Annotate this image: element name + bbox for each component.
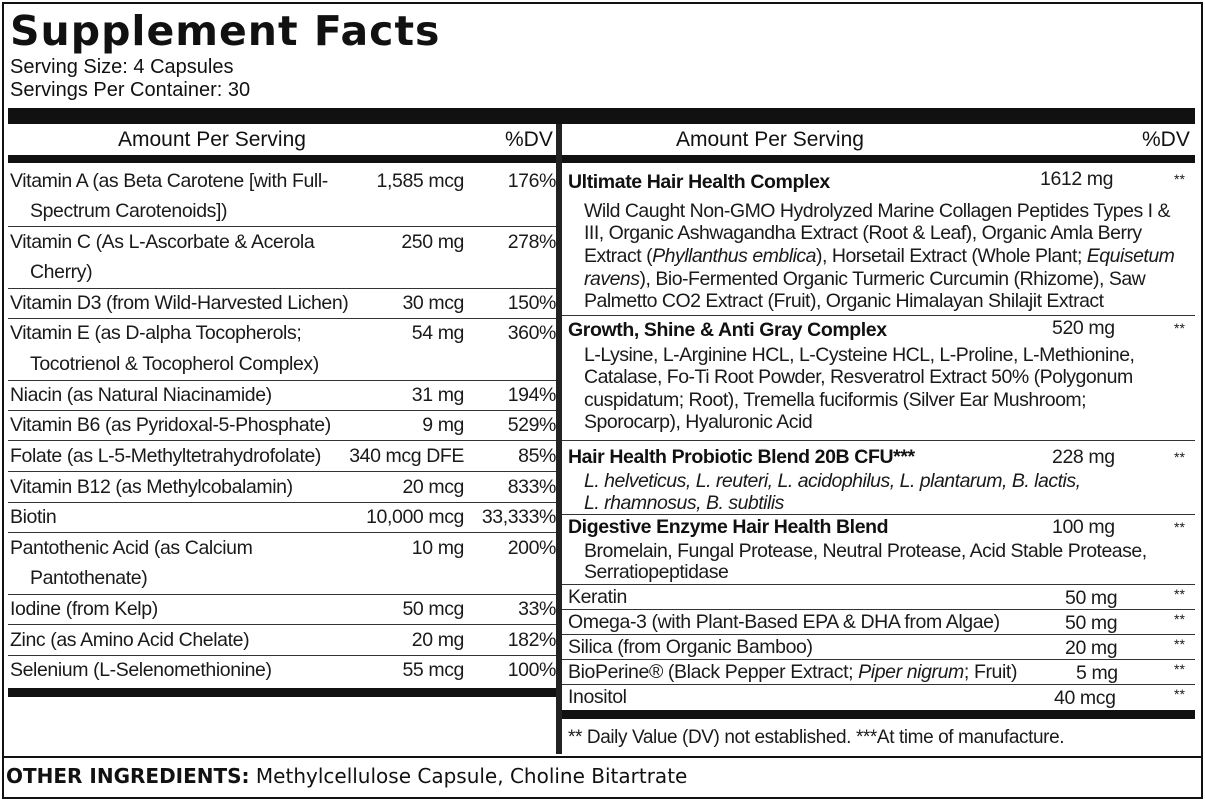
row-divider: [562, 634, 1195, 635]
nutrient-name-cont: Cherry): [30, 261, 93, 283]
blend-dv: **: [1174, 519, 1185, 535]
nutrient-name: Folate (as L-5-Methyltetrahydrofolate): [10, 445, 322, 467]
nutrient-name-cont: Pantothenate): [30, 567, 148, 589]
nutrient-name: Zinc (as Amino Acid Chelate): [10, 629, 250, 651]
nutrient-dv: 100%: [507, 659, 556, 681]
blend-ingredients-line: Catalase, Fo-Ti Root Powder, Resveratrol Extract 50% (Polygonum: [584, 366, 1133, 388]
blend-dv: **: [1174, 171, 1185, 187]
row-divider: [8, 502, 556, 503]
nutrient-name: Pantothenic Acid (as Calcium: [10, 537, 253, 559]
nutrient-dv: 150%: [507, 292, 556, 314]
nutrient-name: Niacin (as Natural Niacinamide): [10, 384, 272, 406]
other-ingredients-rule: [2, 756, 1203, 758]
other-ingredients: [6, 763, 687, 789]
nutrient-dv: 278%: [507, 231, 556, 253]
ingredient-name: Omega-3 (with Plant-Based EPA & DHA from Algae): [568, 611, 1000, 633]
nutrient-amount: 31 mg: [411, 384, 464, 406]
nutrient-dv: 33%: [518, 598, 556, 620]
row-divider: [8, 226, 556, 227]
other-ingredients-text: Methylcellulose Capsule, Choline Bitartrate: [249, 764, 688, 788]
ingredient-name: BioPerine® (Black Pepper Extract; Piper nigrum; Fruit): [568, 661, 1018, 683]
nutrient-name: Vitamin D3 (from Wild-Harvested Lichen): [10, 292, 349, 314]
nutrient-amount: 340 mcg DFE: [349, 445, 464, 467]
row-divider: [8, 655, 556, 656]
row-divider: [562, 659, 1195, 660]
row-divider: [562, 315, 1195, 316]
nutrient-name: Iodine (from Kelp): [10, 598, 158, 620]
other-ingredients-label: OTHER INGREDIENTS:: [6, 764, 250, 788]
ingredient-name: Silica (from Organic Bamboo): [568, 636, 813, 658]
ingredient-amount: 5 mg: [1076, 662, 1118, 684]
nutrient-name: Vitamin B12 (as Methylcobalamin): [10, 476, 293, 498]
left-header-rule: [8, 155, 556, 163]
blend-ingredients-line: Extract (Phyllanthus emblica), Horsetail Extract (Whole Plant; Equisetum: [584, 245, 1175, 267]
row-divider: [8, 410, 556, 411]
nutrient-amount: 10 mg: [411, 537, 464, 559]
row-divider: [562, 684, 1195, 685]
blend-amount: 228 mg: [1052, 446, 1115, 468]
ingredient-amount: 50 mg: [1065, 612, 1118, 634]
nutrient-dv: 85%: [518, 445, 556, 467]
blend-ingredients-line: cuspidatum; Root), Tremella fuciformis (Silver Ear Mushroom;: [584, 389, 1087, 411]
nutrient-dv: 833%: [507, 476, 556, 498]
blend-ingredients-line: L-Lysine, L-Arginine HCL, L-Cysteine HCL, L-Proline, L-Methionine,: [584, 344, 1135, 366]
blend-name: Hair Health Probiotic Blend 20B CFU***: [568, 446, 915, 468]
ingredient-dv: **: [1174, 661, 1185, 677]
nutrient-amount: 250 mg: [401, 231, 464, 253]
right-bottom-rule: [562, 710, 1195, 719]
row-divider: [8, 380, 556, 381]
ingredient-amount: 40 mcg: [1054, 687, 1116, 709]
nutrient-amount: 10,000 mcg: [366, 506, 464, 528]
nutrient-amount: 30 mcg: [402, 292, 464, 314]
ingredient-dv: **: [1174, 586, 1185, 602]
row-divider: [562, 584, 1195, 585]
blend-name: Digestive Enzyme Hair Health Blend: [568, 516, 889, 538]
nutrient-dv: 176%: [507, 170, 556, 192]
ingredient-dv: **: [1174, 636, 1185, 652]
right-header-dv: %DV: [1142, 128, 1190, 151]
ingredient-dv: **: [1174, 686, 1185, 702]
row-divider: [8, 288, 556, 289]
row-divider: [8, 594, 556, 595]
nutrient-dv: 360%: [507, 322, 556, 344]
right-header-amount: Amount Per Serving: [676, 128, 864, 151]
nutrient-name: Vitamin C (As L-Ascorbate & Acerola: [10, 231, 315, 253]
row-divider: [562, 609, 1195, 610]
nutrient-dv: 33,333%: [481, 506, 556, 528]
blend-ingredients-line: Palmetto CO2 Extract (Fruit), Organic Himalayan Shilajit Extract: [584, 290, 1104, 312]
servings-per-container: Servings Per Container: 30: [10, 79, 251, 101]
nutrient-amount: 50 mcg: [402, 598, 464, 620]
ingredient-amount: 20 mg: [1065, 637, 1118, 659]
nutrient-name: Selenium (L-Selenomethionine): [10, 659, 272, 681]
nutrient-dv: 529%: [507, 414, 556, 436]
nutrient-amount: 55 mcg: [402, 659, 464, 681]
blend-name: Growth, Shine & Anti Gray Complex: [568, 319, 887, 341]
left-header-amount: Amount Per Serving: [118, 128, 306, 151]
top-thick-rule: [8, 108, 1195, 124]
serving-size: Serving Size: 4 Capsules: [10, 56, 234, 78]
nutrient-dv: 194%: [507, 384, 556, 406]
left-bottom-rule: [8, 688, 556, 697]
blend-name: Ultimate Hair Health Complex: [568, 171, 830, 193]
row-divider: [8, 440, 556, 441]
blend-ingredients-line: Serratiopeptidase: [584, 561, 729, 583]
blend-ingredients-line: III, Organic Ashwagandha Extract (Root & Leaf), Organic Amla Berry: [584, 222, 1142, 244]
left-header-dv: %DV: [505, 128, 553, 151]
blend-ingredients-line: Wild Caught Non-GMO Hydrolyzed Marine Collagen Peptides Types I &: [584, 200, 1170, 222]
nutrient-amount: 9 mg: [422, 414, 464, 436]
nutrient-name: Vitamin A (as Beta Carotene [with Full-: [10, 170, 328, 192]
blend-ingredients-line: L. helveticus, L. reuteri, L. acidophilus, L. plantarum, B. lactis,: [584, 470, 1081, 492]
ingredient-dv: **: [1174, 611, 1185, 627]
nutrient-amount: 54 mg: [411, 322, 464, 344]
row-divider: [562, 440, 1195, 441]
blend-dv: **: [1174, 449, 1185, 465]
nutrient-amount: 1,585 mcg: [376, 170, 464, 192]
nutrient-amount: 20 mg: [411, 629, 464, 651]
blend-amount: 1612 mg: [1040, 168, 1114, 190]
footnote: ** Daily Value (DV) not established. ***At time of manufacture.: [568, 727, 1065, 748]
ingredient-name: Inositol: [568, 686, 627, 708]
panel-title: Supplement Facts: [10, 7, 441, 55]
row-divider: [8, 471, 556, 472]
nutrient-name: Biotin: [10, 506, 57, 528]
row-divider: [562, 514, 1195, 515]
nutrient-dv: 200%: [507, 537, 556, 559]
nutrient-amount: 20 mcg: [402, 476, 464, 498]
row-divider: [8, 624, 556, 625]
blend-amount: 520 mg: [1052, 317, 1115, 339]
blend-ingredients-line: Bromelain, Fungal Protease, Neutral Protease, Acid Stable Protease,: [584, 540, 1147, 562]
nutrient-name-cont: Spectrum Carotenoids]): [30, 200, 228, 222]
blend-ingredients-line: Sporocarp), Hyaluronic Acid: [584, 411, 813, 433]
nutrient-name-cont: Tocotrienol & Tocopherol Complex): [30, 353, 319, 375]
blend-dv: **: [1174, 320, 1185, 336]
right-header-rule: [562, 155, 1195, 163]
nutrient-name: Vitamin E (as D-alpha Tocopherols;: [10, 322, 302, 344]
ingredient-name: Keratin: [568, 586, 627, 608]
blend-ingredients-line: ravens), Bio-Fermented Organic Turmeric Curcumin (Rhizome), Saw: [584, 268, 1146, 290]
row-divider: [8, 318, 556, 319]
blend-amount: 100 mg: [1052, 516, 1115, 538]
ingredient-amount: 50 mg: [1065, 587, 1118, 609]
row-divider: [8, 532, 556, 533]
blend-ingredients-line: L. rhamnosus, B. subtilis: [584, 492, 784, 514]
nutrient-dv: 182%: [507, 629, 556, 651]
nutrient-name: Vitamin B6 (as Pyridoxal-5-Phosphate): [10, 414, 331, 436]
